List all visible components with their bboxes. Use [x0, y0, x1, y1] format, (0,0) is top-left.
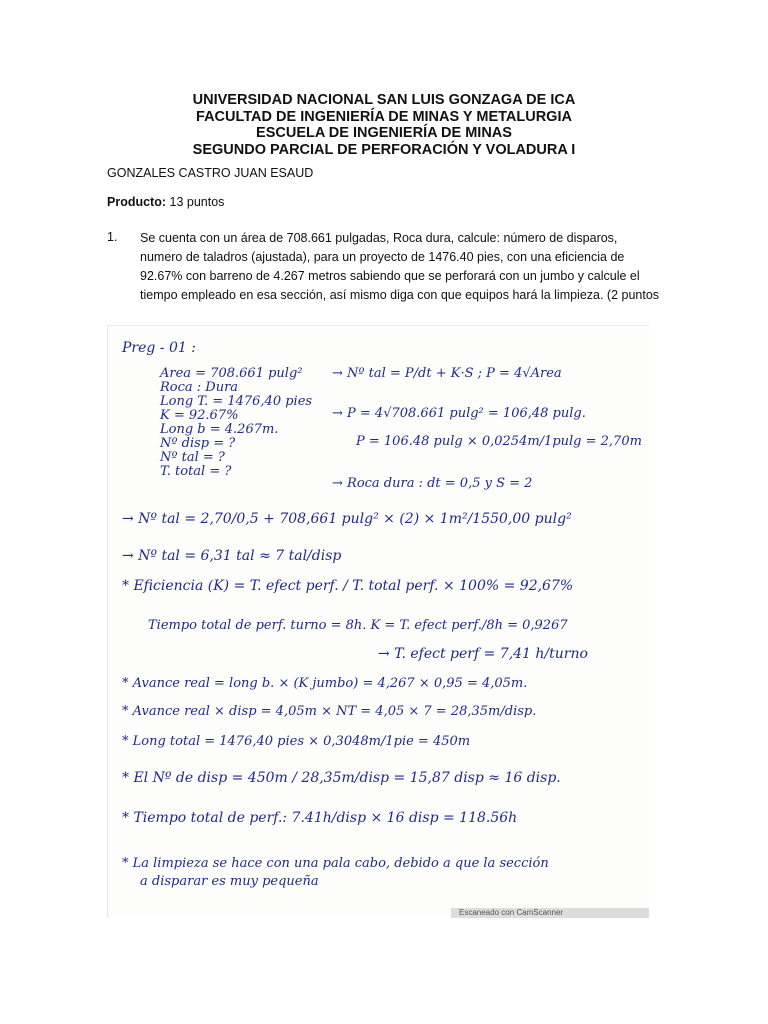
question-number: 1. [107, 230, 118, 244]
hw-given-8: T. total = ? [160, 464, 232, 479]
hw-given-1: Area = 708.661 pulg² [160, 366, 303, 381]
hw-tiempo-total: * Tiempo total de perf.: 7.41h/disp × 16 disp = 118.56h [122, 810, 518, 826]
hw-eficiencia: * Eficiencia (K) = T. efect perf. / T. total perf. × 100% = 92,67% [122, 578, 574, 594]
hw-limpieza-1: * La limpieza se hace con una pala cabo, debido a que la sección [122, 856, 549, 871]
school-title: ESCUELA DE INGENIERÍA DE MINAS [256, 125, 512, 141]
author-name: GONZALES CASTRO JUAN ESAUD [107, 166, 314, 180]
hw-tiempo-turno: Tiempo total de perf. turno = 8h. K = T. efect perf./8h = 0,9267 [148, 618, 568, 633]
hw-given-4: K = 92.67% [160, 408, 239, 423]
scanner-watermark: Escaneado con CamScanner [451, 908, 649, 918]
hw-given-5: Long b = 4.267m. [160, 422, 279, 437]
hw-ndisp: * El Nº de disp = 450m / 28,35m/disp = 15,87 disp ≈ 16 disp. [122, 770, 561, 786]
product-label: Producto: [107, 195, 167, 209]
hw-given-7: Nº tal = ? [160, 450, 225, 465]
hw-ntal-result: → Nº tal = 6,31 tal ≈ 7 tal/disp [122, 548, 342, 564]
hw-avance-disp: * Avance real × disp = 4,05m × NT = 4,05 × 7 = 28,35m/disp. [122, 704, 537, 719]
hw-tiempo-efectivo: → T. efect perf = 7,41 h/turno [378, 646, 588, 662]
hw-limpieza-2: a disparar es muy pequeña [140, 874, 319, 889]
hw-given-2: Roca : Dura [160, 380, 239, 395]
hw-formula-2: → P = 4√708.661 pulg² = 106,48 pulg. [332, 406, 586, 421]
hw-ntal-calc: → Nº tal = 2,70/0,5 + 708,661 pulg² × (2) × 1m²/1550,00 pulg² [122, 511, 572, 527]
hw-formula-3: P = 106.48 pulg × 0,0254m/1pulg = 2,70m [356, 434, 642, 449]
question-text: Se cuenta con un área de 708.661 pulgadas, Roca dura, calcule: número de disparos, numero de taladros (ajustada), para un proyecto de 1476.40 pies, con una eficiencia de 92.67% con barreno de 4.267 metros sabiendo que se perforará con un jumbo y calcule el tiempo empleado en esa sección, así mismo diga con que equipos hará la limpieza. (2 puntos [140, 231, 660, 302]
university-title: UNIVERSIDAD NACIONAL SAN LUIS GONZAGA DE ICA [192, 92, 576, 108]
hw-roca: → Roca dura : dt = 0,5 y S = 2 [332, 476, 533, 491]
product-score [107, 195, 224, 209]
product-value: 13 puntos [169, 195, 225, 209]
document-header [0, 92, 768, 158]
hw-formula-1: → Nº tal = P/dt + K·S ; P = 4√Area [332, 366, 562, 381]
handwritten-scan [107, 325, 649, 918]
hw-given-3: Long T. = 1476,40 pies [160, 394, 313, 409]
hw-given-6: Nº disp = ? [160, 436, 236, 451]
hw-avance-real: * Avance real = long b. × (K jumbo) = 4,267 × 0,95 = 4,05m. [122, 676, 528, 691]
faculty-title: FACULTAD DE INGENIERÍA DE MINAS Y METALURGIA [196, 108, 572, 125]
hw-title: Preg - 01 : [122, 340, 196, 356]
exam-title: SEGUNDO PARCIAL DE PERFORACIÓN Y VOLADURA I [192, 141, 576, 158]
hw-long-total: * Long total = 1476,40 pies × 0,3048m/1pie = 450m [122, 734, 471, 749]
